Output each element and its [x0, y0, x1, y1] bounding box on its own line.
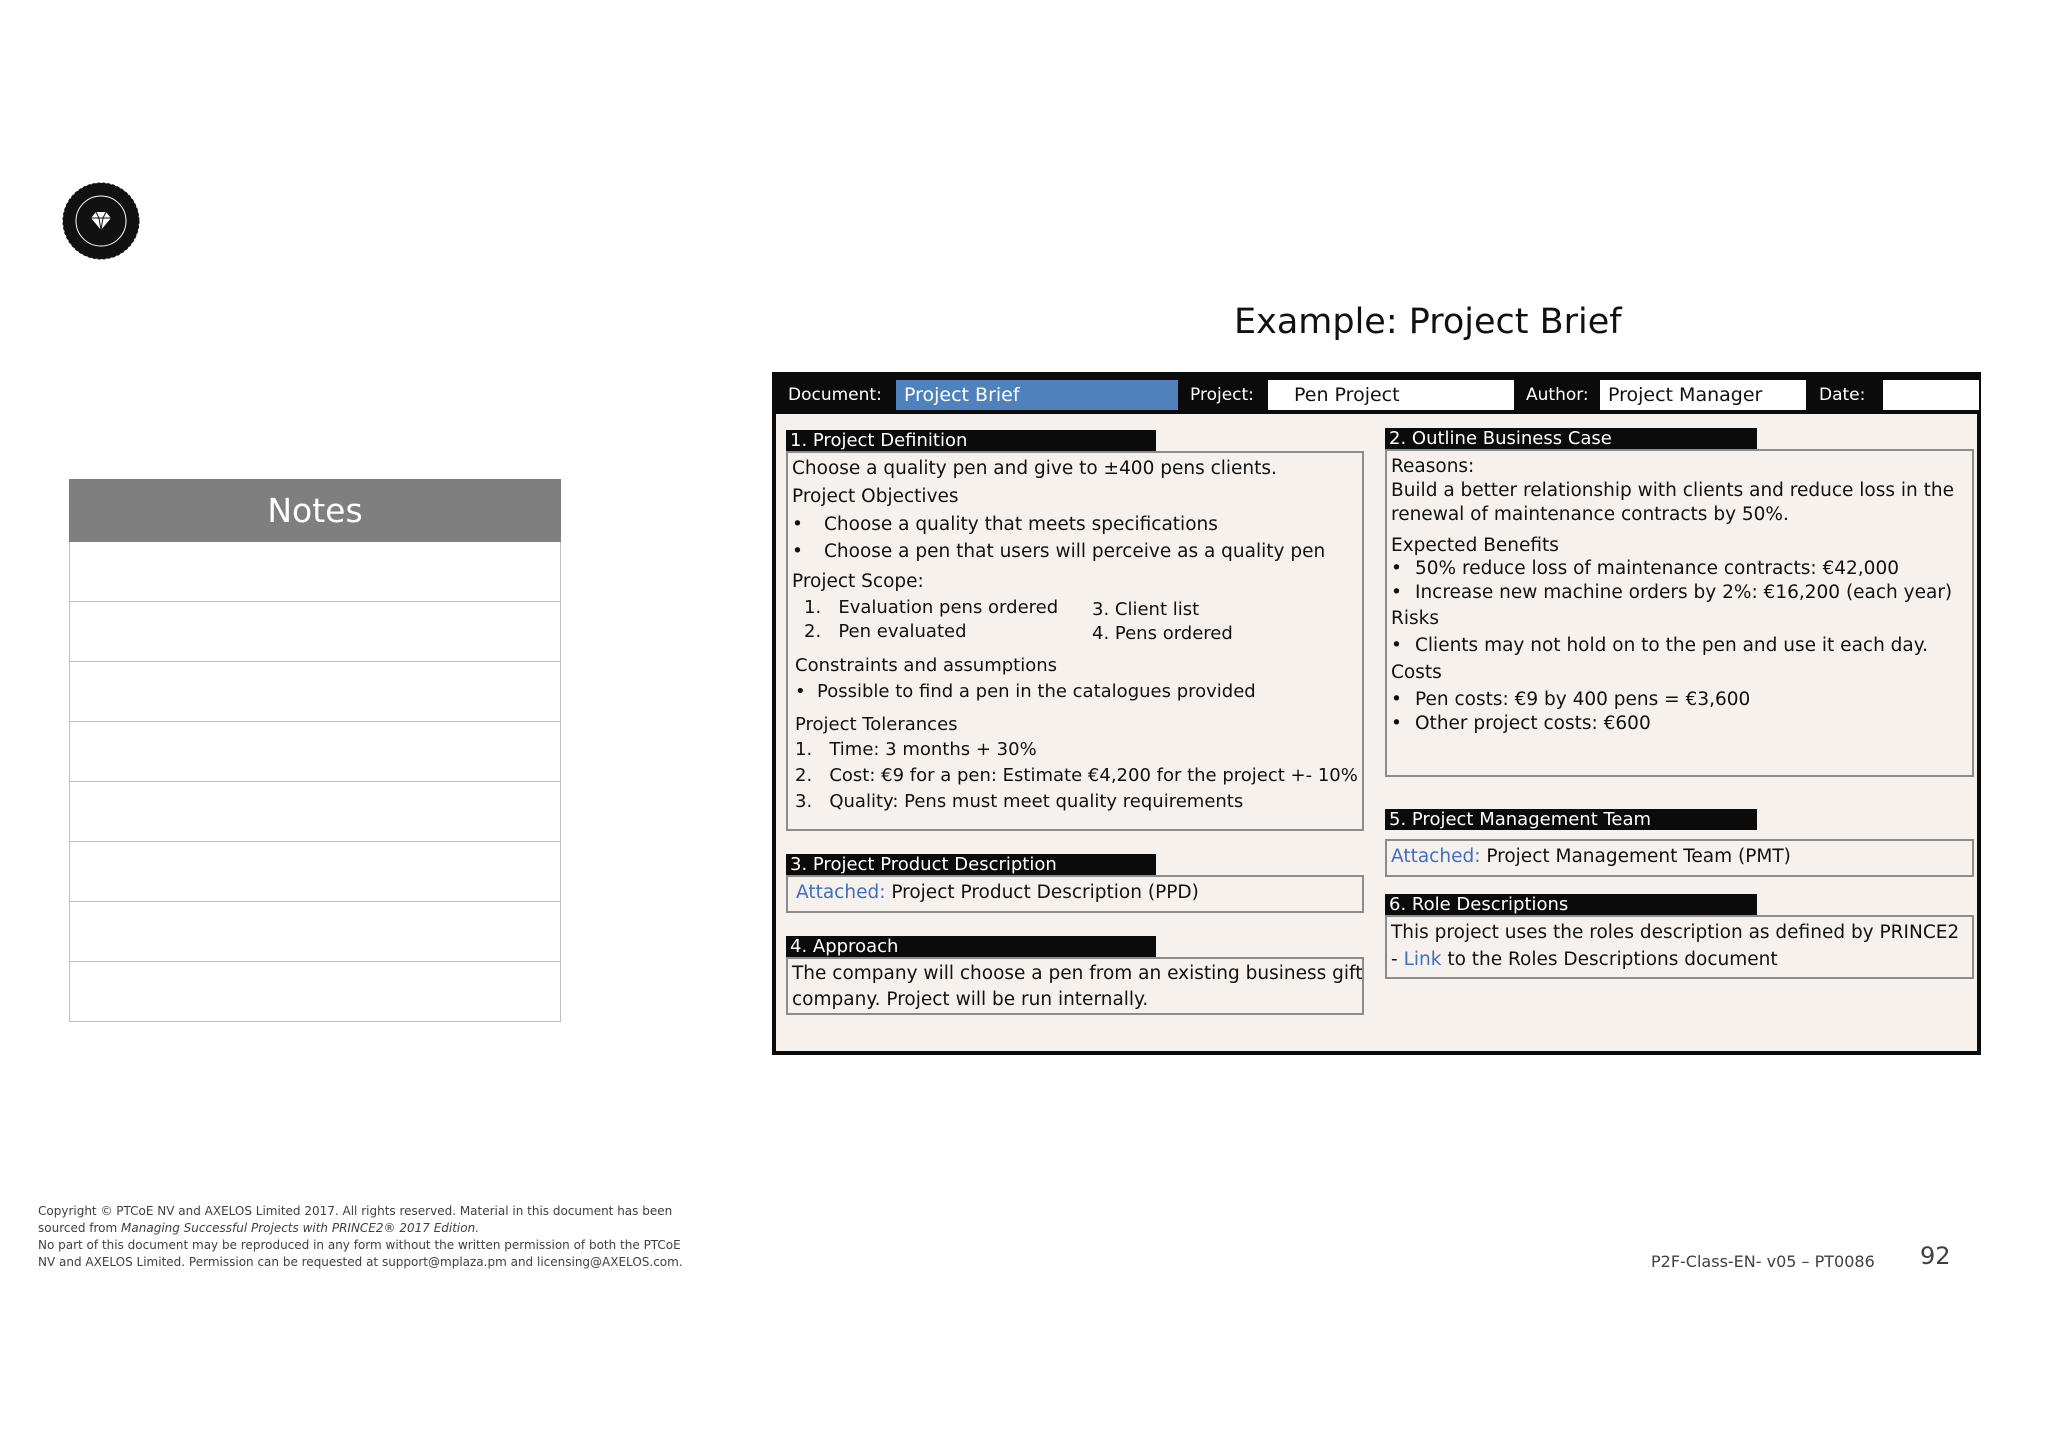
logo [62, 182, 140, 260]
project-field[interactable]: Pen Project [1268, 380, 1514, 410]
document-label: Document: [788, 385, 882, 405]
author-field[interactable]: Project Manager [1600, 380, 1806, 410]
pmt-attached-link[interactable]: Attached: [1391, 846, 1481, 867]
page-title: Example: Project Brief [1234, 302, 1622, 342]
scope-item: 1. Evaluation pens ordered [804, 597, 1059, 618]
costs-label: Costs [1391, 662, 1442, 683]
section-project-definition-title: 1. Project Definition [786, 430, 1156, 451]
notes-title: Notes [69, 479, 561, 542]
scope-list [792, 594, 1358, 648]
tolerance-item: 1. Time: 3 months + 30% [795, 739, 1037, 760]
benefit-item: • Increase new machine orders by 2%: €16,200 (each year) [1391, 582, 1953, 603]
roles-link[interactable]: Link [1403, 949, 1442, 970]
scope-item: 4. Pens ordered [1092, 623, 1233, 644]
section-business-case-title: 2. Outline Business Case [1385, 428, 1757, 449]
page-number: 92 [1920, 1242, 1951, 1270]
notes-row[interactable] [69, 962, 561, 1022]
roles-text: This project uses the roles description as defined by PRINCE2 [1391, 922, 1960, 943]
date-field[interactable] [1883, 380, 1979, 410]
notes-row[interactable] [69, 662, 561, 722]
approach-text: The company will choose a pen from an existing business gift [792, 963, 1363, 984]
section-product-description-title: 3. Project Product Description [786, 854, 1156, 875]
constraint-item: • Possible to find a pen in the catalogues provided [795, 681, 1256, 702]
constraints-label: Constraints and assumptions [795, 655, 1058, 676]
tolerances-label: Project Tolerances [795, 714, 958, 735]
document-reference: P2F-Class-EN- v05 – PT0086 [1651, 1252, 1875, 1271]
copyright-notice: Copyright © PTCoE NV and AXELOS Limited 2017. All rights reserved. Material in this document has been sourced from Managing Successful Projects with PRINCE2® 2017 Edition. No part of this document may be reproduced in any form without the written permission of both the PTCoE NV and AXELOS Limited. Permission can be requested at support@mplaza.pm and licensing@AXELOS.com. [38, 1204, 683, 1269]
notes-row[interactable] [69, 842, 561, 902]
tolerance-item: 2. Cost: €9 for a pen: Estimate €4,200 for the project +- 10% [795, 765, 1358, 786]
notes-row[interactable] [69, 722, 561, 782]
reasons-label: Reasons: [1391, 456, 1475, 477]
pmt-text: Project Management Team (PMT) [1480, 846, 1791, 867]
project-brief-document [772, 372, 1981, 1055]
benefits-label: Expected Benefits [1391, 535, 1559, 556]
section-roles [1385, 915, 1974, 979]
section-approach-title: 4. Approach [786, 936, 1156, 957]
project-label: Project: [1190, 385, 1254, 405]
section-pmt [1385, 839, 1974, 877]
section-project-definition [786, 451, 1364, 831]
ppd-text: Project Product Description (PPD) [885, 882, 1199, 903]
notes-row[interactable] [69, 542, 561, 602]
scope-label: Project Scope: [792, 571, 924, 592]
section-pmt-title: 5. Project Management Team [1385, 809, 1757, 830]
date-label: Date: [1819, 385, 1866, 405]
author-label: Author: [1526, 385, 1589, 405]
cost-item: • Other project costs: €600 [1391, 713, 1651, 734]
section-roles-title: 6. Role Descriptions [1385, 894, 1757, 915]
section-approach [786, 957, 1364, 1015]
benefit-item: • 50% reduce loss of maintenance contracts: €42,000 [1391, 558, 1899, 579]
objective-item: • Choose a pen that users will perceive as a quality pen [792, 541, 1326, 562]
document-header-bar [776, 376, 1977, 414]
ppd-attached-link[interactable]: Attached: [796, 882, 886, 903]
notes-row[interactable] [69, 782, 561, 842]
scope-item: 2. Pen evaluated [804, 621, 967, 642]
scope-item: 3. Client list [1092, 599, 1200, 620]
project-definition-intro: Choose a quality pen and give to ±400 pens clients. [792, 458, 1277, 479]
objectives-label: Project Objectives [792, 486, 959, 507]
diamond-seal-icon [62, 182, 140, 260]
notes-row[interactable] [69, 902, 561, 962]
document-field[interactable]: Project Brief [896, 380, 1178, 410]
risks-label: Risks [1391, 608, 1439, 629]
section-product-description [786, 875, 1364, 913]
notes-row[interactable] [69, 602, 561, 662]
reasons-text: Build a better relationship with clients and reduce loss in the [1391, 480, 1955, 501]
roles-link-line: - Link to the Roles Descriptions document [1391, 949, 1778, 970]
objective-item: • Choose a quality that meets specifications [792, 514, 1218, 535]
risk-item: • Clients may not hold on to the pen and use it each day. [1391, 635, 1928, 656]
tolerance-item: 3. Quality: Pens must meet quality requirements [795, 791, 1244, 812]
approach-text: company. Project will be run internally. [792, 989, 1149, 1010]
reasons-text: renewal of maintenance contracts by 50%. [1391, 504, 1789, 525]
cost-item: • Pen costs: €9 by 400 pens = €3,600 [1391, 689, 1751, 710]
section-business-case [1385, 449, 1974, 777]
notes-panel [69, 479, 561, 1022]
